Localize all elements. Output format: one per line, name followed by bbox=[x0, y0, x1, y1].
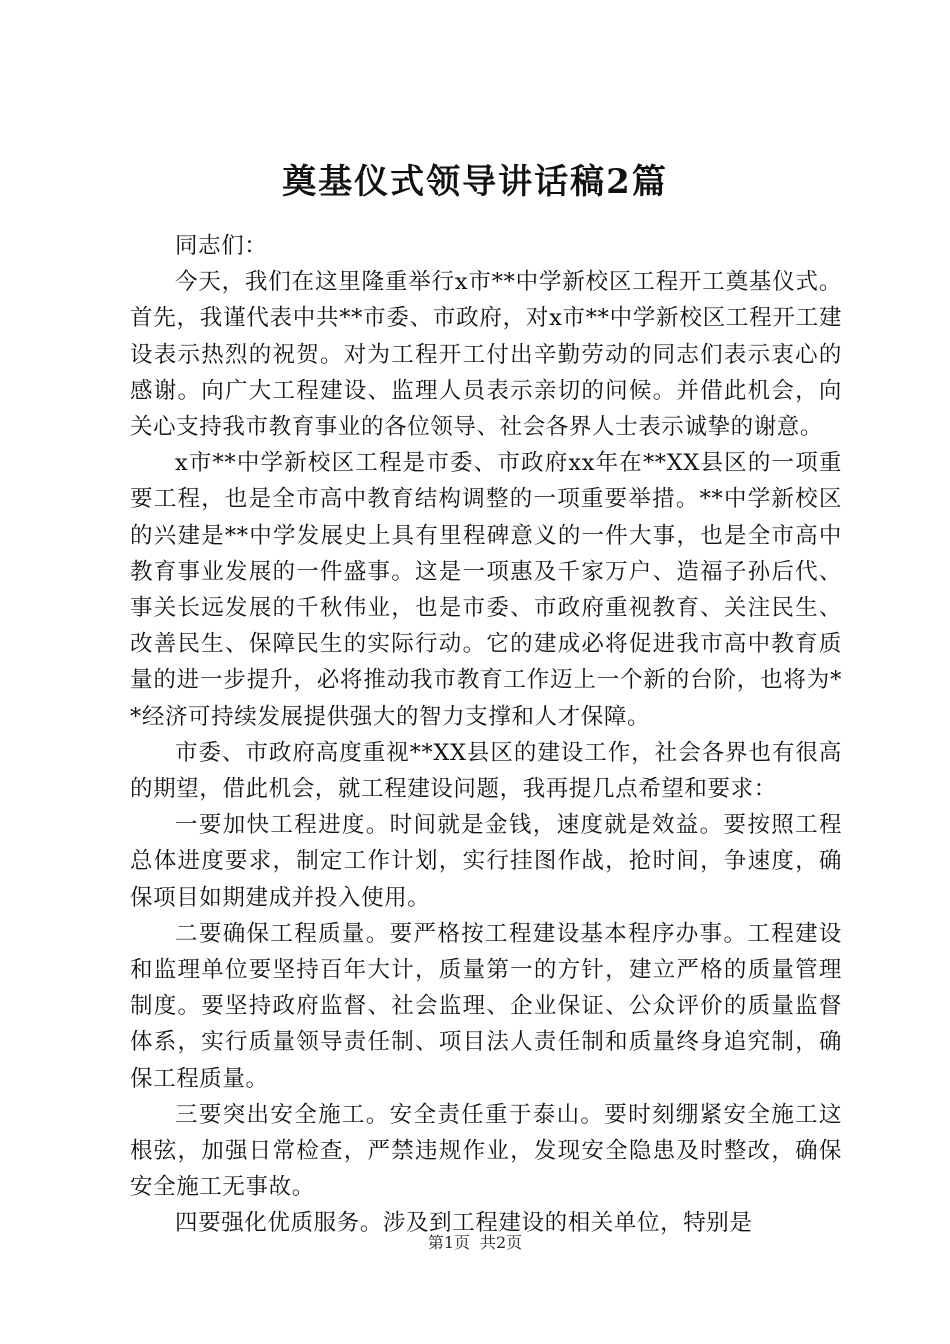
document-title: 奠基仪式领导讲话稿2篇 bbox=[282, 162, 668, 202]
page-footer bbox=[0, 1232, 950, 1254]
paragraph-salutation: 同志们： bbox=[175, 233, 268, 259]
document-body bbox=[130, 228, 842, 1242]
paragraph-requirement-progress: 一要加快工程进度。时间就是金钱，速度就是效益。要按照工程总体进度要求，制定工作计划，实行挂图作战，抢时间，争速度，确保项目如期建成并投入使用。 bbox=[130, 812, 842, 911]
paragraph-requirement-safety: 三要突出安全施工。安全责任重于泰山。要时刻绷紧安全施工这根弦，加强日常检查，严禁违规作业，发现安全隐患及时整改，确保安全施工无事故。 bbox=[130, 1101, 842, 1201]
paragraph-project-significance: x市**中学新校区工程是市委、市政府xx年在**XX县区的一项重要工程，也是全市高中教育结构调整的一项重要举措。**中学新校区的兴建是**中学发展史上具有里程碑意义的一件大事，也是全市高中教育事业发展的一件盛事。这是一项惠及千家万户、造福子孙后代、事关长远发展的千秋伟业，也是市委、市政府重视教育、关注民生、改善民生、保障民生的实际行动。它的建成必将促进我市高中教育质量的进一步提升，必将推动我市教育工作迈上一个新的台阶，也将为**经济可持续发展提供强大的智力支撑和人才保障。 bbox=[130, 450, 842, 730]
page-number: 第1页 bbox=[427, 1233, 470, 1252]
paragraph-requirement-service: 四要强化优质服务。涉及到工程建设的相关单位，特别是 bbox=[175, 1210, 753, 1237]
paragraph-opening: 今天，我们在这里隆重举行x市**中学新校区工程开工奠基仪式。首先，我谨代表中共**市委、市政府，对x市**中学新校区工程开工建设表示热烈的祝贺。对为工程开工付出辛勤劳动的同志们表示衷心的感谢。向广大工程建设、监理人员表示亲切的问候。并借此机会，向关心支持我市教育事业的各位领导、社会各界人士表示诚挚的谢意。 bbox=[130, 269, 842, 441]
paragraph-requirements-intro: 市委、市政府高度重视**XX县区的建设工作，社会各界也有很高的期望，借此机会，就工程建设问题，我再提几点希望和要求： bbox=[130, 739, 842, 803]
page-total: 共2页 bbox=[480, 1233, 523, 1252]
paragraph-requirement-quality: 二要确保工程质量。要严格按工程建设基本程序办事。工程建设和监理单位要坚持百年大计，质量第一的方针，建立严格的质量管理制度。要坚持政府监督、社会监理、企业保证、公众评价的质量监督体系，实行质量领导责任制、项目法人责任制和质量终身追究制，确保工程质量。 bbox=[130, 920, 842, 1092]
